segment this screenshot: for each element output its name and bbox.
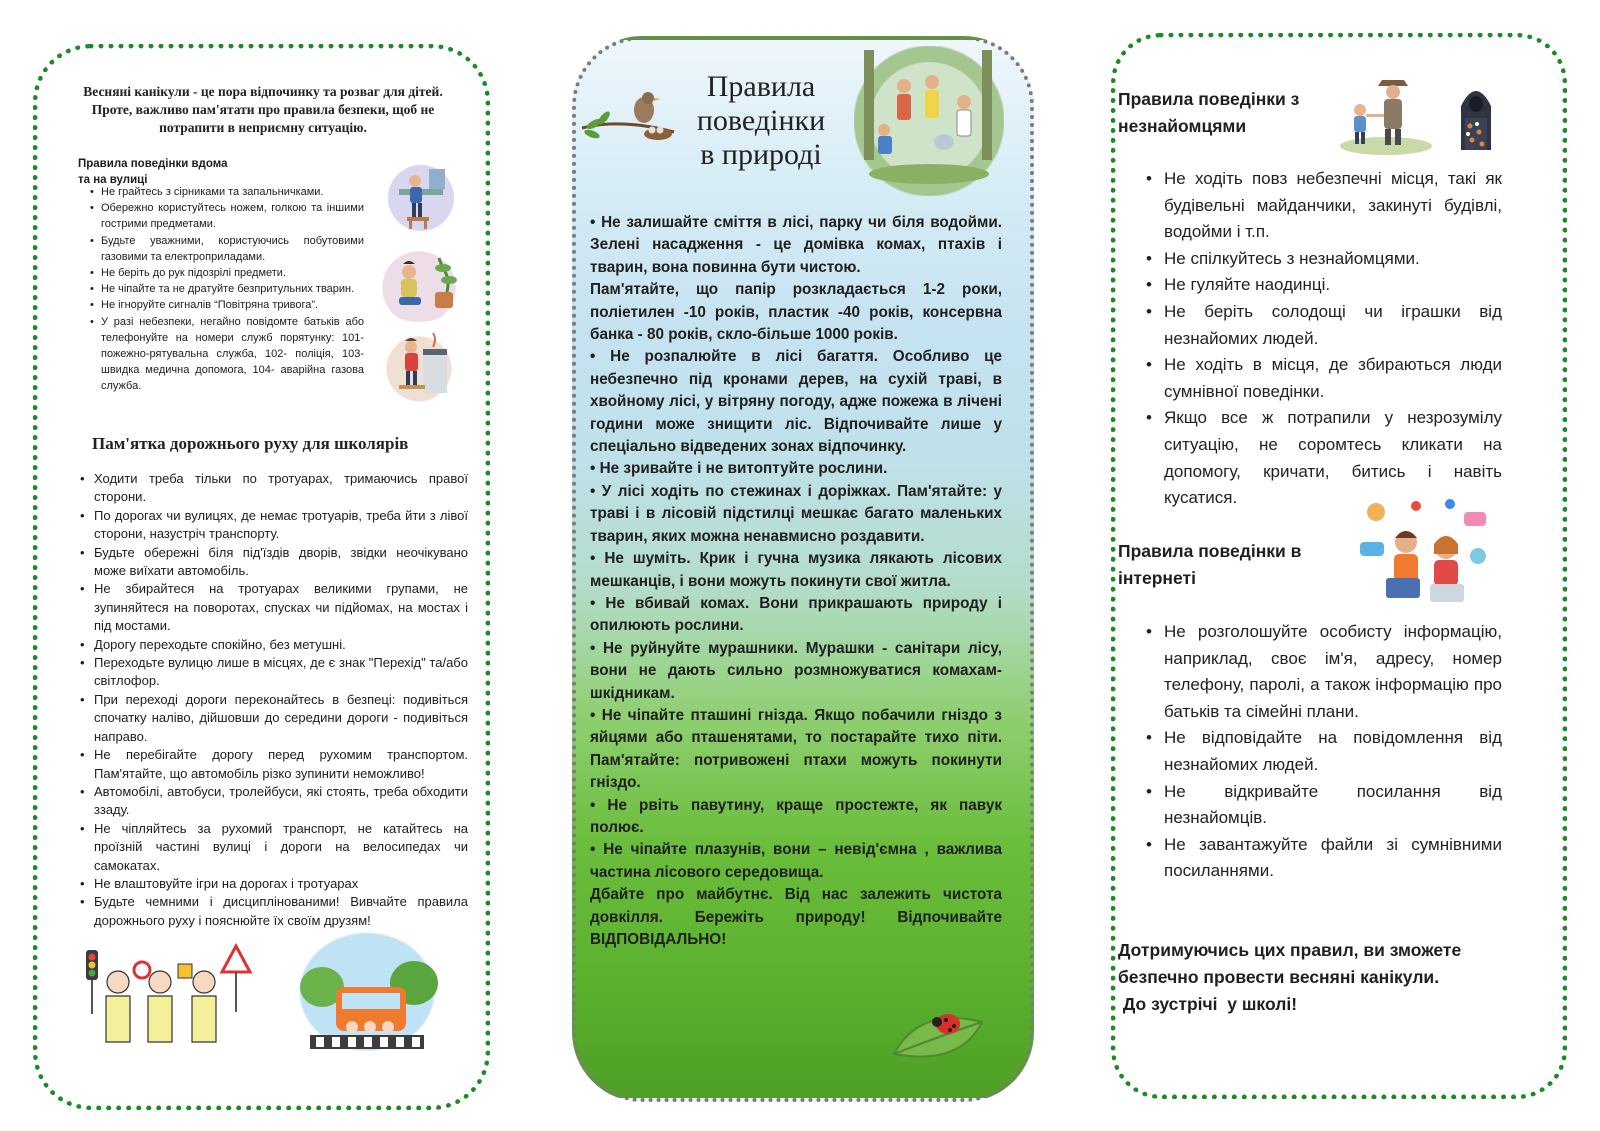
middle-panel (572, 36, 1034, 1102)
list-item: • Не чіпляйтесь за рухомий транспорт, не катайтесь на проїзній частині вулиці і дороги на велосипедах чи самокатах. (80, 820, 468, 875)
child-with-stranger-illustration (1338, 76, 1433, 156)
paragraph: • Не вбивай комах. Вони прикрашають природу і опилюють рослини. (590, 594, 1002, 635)
child-stove-illustration (383, 327, 455, 403)
internet-rules-list (1146, 619, 1502, 885)
list-item: • Автомобілі, автобуси, тролейбуси, які стоять, треба обходити ззаду. (80, 783, 468, 820)
hooded-stranger-illustration (1451, 76, 1501, 156)
list-item: • Не завантажуйте файли зі сумнівними посиланнями. (1146, 832, 1502, 885)
road-rules-heading: Пам'ятка дорожнього руху для школярів (92, 434, 409, 453)
list-item: • Дорогу переходьте спокійно, без метушні. (80, 636, 468, 654)
kids-with-road-signs-illustration (82, 942, 257, 1052)
closing-message (1118, 937, 1518, 1018)
paragraph: • У лісі ходіть по стежинах і доріжках. Пам'ятайте: у траві і в лісовій підстилці мешкає багато маленьких тварин, яких можна ненавмисно роздавити. (590, 482, 1002, 545)
left-panel (33, 44, 490, 1110)
closing-line: До зустрічі у школі! (1118, 994, 1298, 1014)
list-item: • Не ігноруйте сигналів “Повітряна тривога”. (90, 297, 364, 313)
strangers-rules-heading: Правила поведінки з незнайомцями (1118, 89, 1300, 136)
list-item: • Не відповідайте на повідомлення від незнайомих людей. (1146, 725, 1502, 778)
list-item: • Будьте чемними і дисциплінованими! Вивчайте правила дорожнього руху і пояснюйте їх своїм друзям! (80, 893, 468, 930)
paragraph: Дбайте про майбутнє. Від нас залежить чистота довкілля. Бережіть природу! Відпочивайте ВІДПОВІДАЛЬНО! (590, 886, 1002, 948)
list-item: • Якщо все ж потрапили у незрозумілу ситуацію, не соромтесь кликати на допомогу, кричати, битись і навіть кусатися. (1146, 405, 1502, 511)
nature-rules-text (590, 212, 1002, 951)
list-item: • Не гуляйте наодинці. (1146, 272, 1502, 299)
paragraph: • Не зривайте і не витоптуйте рослини. (590, 460, 888, 478)
internet-rules-heading: Правила поведінки в інтернеті (1118, 541, 1302, 588)
closing-line: безпечно провести весняні канікули. (1118, 967, 1440, 987)
list-item: • Не спілкуйтесь з незнайомцями. (1146, 246, 1502, 273)
list-item: • Не грайтесь з сірниками та запальничками. (90, 184, 364, 200)
right-panel (1111, 33, 1567, 1099)
paragraph: • Не залишайте сміття в лісі, парку чи біля водойми. Зелені насадження - це домівка комах, птахів і тварин, вона повинна бути чистою. (590, 214, 1002, 276)
paragraph: • Не шуміть. Крик і гучна музика лякають лісових мешканців, і вони можуть покинути свої житла. (590, 550, 1002, 590)
home-rules-list (90, 184, 364, 395)
road-rules-list (80, 470, 468, 930)
list-item: • Будьте уважними, користуючись побутовими газовими та електроприладами. (90, 233, 364, 265)
closing-line: Дотримуючись цих правил, ви зможете (1118, 940, 1462, 960)
school-bus-crossing-illustration (282, 931, 452, 1066)
list-item: • При переході дороги переконайтесь в безпеці: подивіться спочатку наліво, дійшовши до середини дороги - подивіться направо. (80, 691, 468, 746)
list-item: • Не збирайтеся на тротуарах великими групами, не зупиняйтеся на поворотах, спусках чи підйомах, на мостах і під мостами. (80, 580, 468, 635)
title-line: Правила (706, 70, 816, 103)
list-item: • Не розголошуйте особисту інформацію, наприклад, своє ім'я, адресу, номер телефону, паролі, а також інформацію про батьків та сімейні плани. (1146, 619, 1502, 725)
paragraph: • Не чіпайте пташині гнізда. Якщо побачили гніздо з яйцями або пташенятами, то постарайте тихо піти. Пам'ятайте: потривожені птахи можуть покинути гніздо. (590, 706, 1002, 792)
list-item: • Не чіпайте та не дратуйте безпритульних тварин. (90, 281, 364, 297)
paragraph: • Не чіпайте плазунів, вони – невід'ємна , важлива частина лісового середовища. (590, 841, 1002, 881)
list-item: • Не перебігайте дорогу перед рухомим транспортом. Пам'ятайте, що автомобіль різко зупинити неможливо! (80, 746, 468, 783)
kids-online-illustration (1356, 498, 1496, 616)
child-climbing-illustration (385, 155, 457, 233)
intro-text: Весняні канікули - це пора відпочинку та розваг для дітей. Проте, важливо пам'ятати про правила безпеки, щоб не потрапити в неприємну ситуацію. (83, 84, 443, 135)
forest-cleanup-illustration (854, 46, 1004, 196)
child-plant-illustration (373, 246, 465, 322)
paragraph: • Не руйнуйте мурашники. Мурашки - санітари лісу, вони не дають сильно розмножуватися комахам-шкідникам. (590, 639, 1002, 702)
nature-rules-title (676, 70, 846, 172)
title-line: поведінки (696, 104, 826, 137)
strangers-rules-list (1146, 166, 1502, 512)
ladybug-leaf-illustration (890, 1002, 986, 1072)
list-item: • Переходьте вулицю лише в місцях, де є знак "Перехід" та/або світлофор. (80, 654, 468, 691)
list-item: • Ходити треба тільки по тротуарах, тримаючись правої сторони. (80, 470, 468, 507)
list-item: • Не ходіть повз небезпечні місця, такі як будівельні майданчики, закинуті будівлі, водойми і т.п. (1146, 166, 1502, 246)
list-item: • По дорогах чи вулицях, де немає тротуарів, треба йти з лівої сторони, назустріч транспорту. (80, 507, 468, 544)
paragraph: • Не рвіть павутину, краще простежте, як павук полює. (590, 796, 1002, 836)
paragraph: • Не розпалюйте в лісі багаття. Особливо це небезпечно під кронами дерев, на сухій траві, в хвойному лісі, у вітряну погоду, адже пожежа в лічені години може знищити ліс. Відпочивайте лише у спеціально відведених зонах відпочинку. (590, 348, 1002, 456)
home-rules-heading-line1: Правила поведінки вдома (78, 158, 228, 170)
paragraph: Пам'ятайте, що папір розкладається 1-2 роки, поліетилен -10 років, пластик -40 років, консервна банка - 80 років, скло-більше 1000 років. (590, 281, 1002, 344)
list-item: • Не влаштовуйте ігри на дорогах і тротуарах (80, 875, 468, 893)
home-rules-heading-line2: та на вулиці (78, 174, 148, 186)
list-item: • Не беріть солодощі чи іграшки від незнайомих людей. (1146, 299, 1502, 352)
list-item: • Не відкривайте посилання від незнайомців. (1146, 779, 1502, 832)
bird-nest-illustration (580, 88, 676, 144)
list-item: • Обережно користуйтесь ножем, голкою та іншими гострими предметами. (90, 200, 364, 232)
list-item: • Не ходіть в місця, де збираються люди сумнівної поведінки. (1146, 352, 1502, 405)
list-item: • Будьте обережні біля під'їздів дворів, звідки неочікувано може виїхати автомобіль. (80, 544, 468, 581)
list-item: • Не беріть до рук підозрілі предмети. (90, 265, 364, 281)
title-line: в природі (700, 138, 822, 171)
list-item: • У разі небезпеки, негайно повідомте батьків або телефонуйте на номери служб порятунку: 101- пожежно-рятувальна служба, 102- поліція, 103- швидка медична допомога, 104- аварійна газова служба. (90, 314, 364, 395)
